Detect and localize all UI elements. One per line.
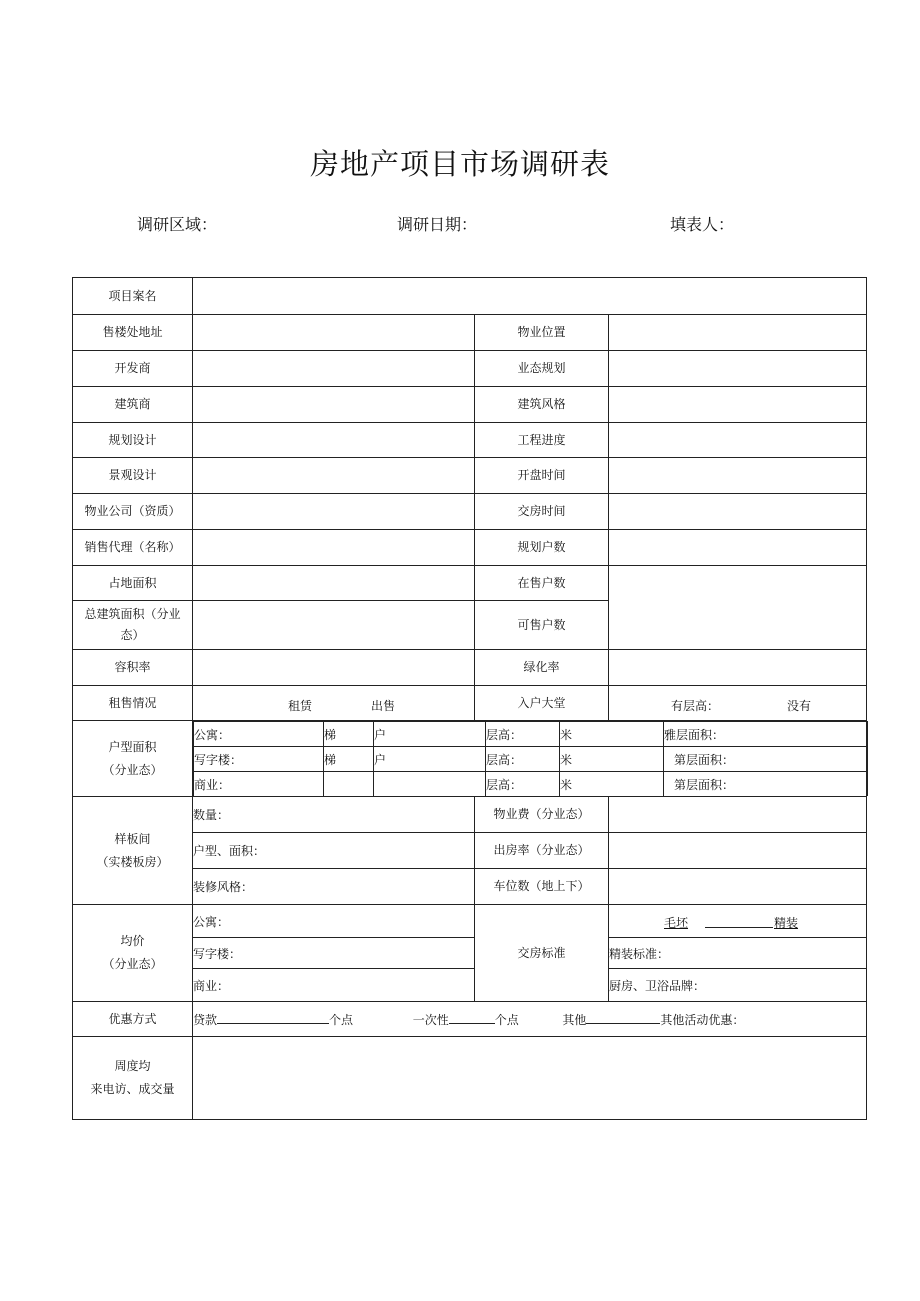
property-fee-field[interactable] <box>609 797 867 833</box>
house-text: 户 <box>374 722 486 747</box>
lobby-field[interactable] <box>609 686 867 721</box>
property-location-field[interactable] <box>609 315 867 351</box>
one-time-blank[interactable] <box>449 1011 495 1024</box>
property-company-label: 物业公司（资质） <box>73 494 193 530</box>
unit-type: 商业： <box>194 772 324 797</box>
avg-price-label-line2: （分业态） <box>102 957 163 971</box>
unit-area-label <box>73 721 193 797</box>
other-text: 其他 <box>562 1012 587 1027</box>
weekly-label-line2: 来电访、成交量 <box>90 1082 175 1096</box>
house-text <box>374 772 486 797</box>
gfa-label <box>73 601 193 650</box>
far-label: 容积率 <box>73 650 193 686</box>
height-text: 层高： <box>486 722 560 747</box>
weekly-label <box>73 1037 193 1120</box>
landscape-label: 景观设计 <box>73 458 193 494</box>
avg-price-retail-field[interactable]: 商业： <box>193 969 475 1002</box>
sales-address-label: 售楼处地址 <box>73 315 193 351</box>
avg-price-office-field[interactable]: 写字楼： <box>193 938 475 969</box>
green-rate-field[interactable] <box>609 650 867 686</box>
units-merged-field[interactable] <box>609 566 867 650</box>
model-layout-field[interactable]: 户型、面积： <box>193 833 475 869</box>
land-area-field[interactable] <box>193 566 475 601</box>
property-location-label: 物业位置 <box>475 315 609 351</box>
other-blank[interactable] <box>586 1011 660 1024</box>
on-sale-units-label: 在售户数 <box>475 566 609 601</box>
unit-area-lines <box>193 721 868 796</box>
meter-text: 米 <box>560 722 664 747</box>
floor-area-text: 第层面积： <box>664 747 868 772</box>
far-field[interactable] <box>193 650 475 686</box>
unit-area-block <box>193 721 867 797</box>
model-room-label-line1: 样板间 <box>114 831 151 846</box>
fine-option[interactable]: 精装 <box>774 916 799 930</box>
delivery-type-field[interactable] <box>609 905 867 938</box>
planning-design-field[interactable] <box>193 423 475 458</box>
parking-label: 车位数（地上下） <box>475 869 609 905</box>
has-height-option[interactable]: 有层高： <box>671 699 720 713</box>
height-text: 层高： <box>486 747 560 772</box>
unit-type: 公寓： <box>194 722 324 747</box>
brands-field[interactable]: 厨房、卫浴品牌： <box>609 969 867 1002</box>
unit-area-label-line2: （分业态） <box>102 762 163 777</box>
project-name-label: 项目案名 <box>73 278 193 315</box>
ladder-text: 梯 <box>324 747 374 772</box>
rent-sale-label: 租售情况 <box>73 686 193 721</box>
green-rate-label: 绿化率 <box>475 650 609 686</box>
planned-units-field[interactable] <box>609 530 867 566</box>
unit-area-row-apt[interactable] <box>194 722 868 747</box>
points1-text: 个点 <box>329 1012 354 1027</box>
loan-text: 贷款 <box>193 1012 218 1027</box>
filler-label: 填表人： <box>670 215 735 234</box>
lobby-label: 入户大堂 <box>475 686 609 721</box>
avg-price-label-line1: 均价 <box>120 934 145 949</box>
property-company-field[interactable] <box>193 494 475 530</box>
one-time-text: 一次性 <box>412 1012 449 1027</box>
gfa-label-line1: 总建筑面积（分业 <box>84 607 181 621</box>
project-name-field[interactable] <box>193 278 867 315</box>
no-height-option[interactable]: 没有 <box>787 699 812 713</box>
weekly-field[interactable] <box>193 1037 867 1120</box>
survey-form <box>72 277 867 1120</box>
open-time-label: 开盘时间 <box>475 458 609 494</box>
delivery-time-label: 交房时间 <box>475 494 609 530</box>
avg-price-apt-field[interactable]: 公寓： <box>193 905 475 938</box>
format-plan-field[interactable] <box>609 351 867 387</box>
delivery-std-label: 交房标准 <box>475 905 609 1002</box>
delivery-time-field[interactable] <box>609 494 867 530</box>
planning-design-label: 规划设计 <box>73 423 193 458</box>
sales-agent-field[interactable] <box>193 530 475 566</box>
occupancy-label: 出房率（分业态） <box>475 833 609 869</box>
gfa-field[interactable] <box>193 601 475 650</box>
occupancy-field[interactable] <box>609 833 867 869</box>
unit-area-row-office[interactable] <box>194 747 868 772</box>
weekly-label-line1: 周度均 <box>114 1059 151 1074</box>
model-room-label <box>73 797 193 905</box>
avg-price-label <box>73 905 193 1002</box>
parking-field[interactable] <box>609 869 867 905</box>
survey-date-label: 调研日期： <box>397 215 478 234</box>
unit-area-row-retail[interactable] <box>194 772 868 797</box>
meter-text: 米 <box>560 747 664 772</box>
property-fee-label: 物业费（分业态） <box>475 797 609 833</box>
model-count-field[interactable]: 数量： <box>193 797 475 833</box>
floor-area-text: 雅层面积： <box>664 722 868 747</box>
points2-text: 个点 <box>494 1012 519 1027</box>
developer-field[interactable] <box>193 351 475 387</box>
landscape-field[interactable] <box>193 458 475 494</box>
model-room-label-line2: （实楼板房） <box>96 854 169 869</box>
land-area-label: 占地面积 <box>73 566 193 601</box>
house-text: 户 <box>374 747 486 772</box>
open-time-field[interactable] <box>609 458 867 494</box>
ladder-text: 梯 <box>324 722 374 747</box>
sale-option[interactable]: 出售 <box>371 699 396 713</box>
decor-style-field[interactable]: 装修风格： <box>193 869 475 905</box>
unit-area-label-line1: 户型面积 <box>108 739 157 754</box>
floor-area-text: 第层面积： <box>664 772 868 797</box>
discount-label: 优惠方式 <box>73 1002 193 1037</box>
loan-blank[interactable] <box>217 1011 329 1024</box>
rent-sale-field[interactable] <box>193 686 475 721</box>
builder-field[interactable] <box>193 387 475 423</box>
other-promo-text: 其他活动优惠： <box>660 1012 745 1027</box>
rough-fine-underline <box>705 927 773 928</box>
format-plan-label: 业态规划 <box>475 351 609 387</box>
sales-agent-label: 销售代理（名称） <box>73 530 193 566</box>
progress-label: 工程进度 <box>475 423 609 458</box>
page-title: 房地产项目市场调研表 <box>309 147 610 181</box>
progress-field[interactable] <box>609 423 867 458</box>
unit-type: 写字楼： <box>194 747 324 772</box>
rough-option[interactable]: 毛坯 <box>664 916 689 930</box>
gfa-label-line2: 态） <box>120 628 145 642</box>
available-units-label: 可售户数 <box>475 601 609 650</box>
rent-option[interactable]: 租赁 <box>288 699 313 713</box>
discount-field[interactable] <box>193 1002 867 1037</box>
ladder-text <box>324 772 374 797</box>
fine-std-field[interactable]: 精装标准： <box>609 938 867 969</box>
height-text: 层高： <box>486 772 560 797</box>
builder-label: 建筑商 <box>73 387 193 423</box>
developer-label: 开发商 <box>73 351 193 387</box>
sales-address-field[interactable] <box>193 315 475 351</box>
arch-style-label: 建筑风格 <box>475 387 609 423</box>
arch-style-field[interactable] <box>609 387 867 423</box>
survey-area-label: 调研区域： <box>137 215 218 234</box>
meter-text: 米 <box>560 772 664 797</box>
planned-units-label: 规划户数 <box>475 530 609 566</box>
